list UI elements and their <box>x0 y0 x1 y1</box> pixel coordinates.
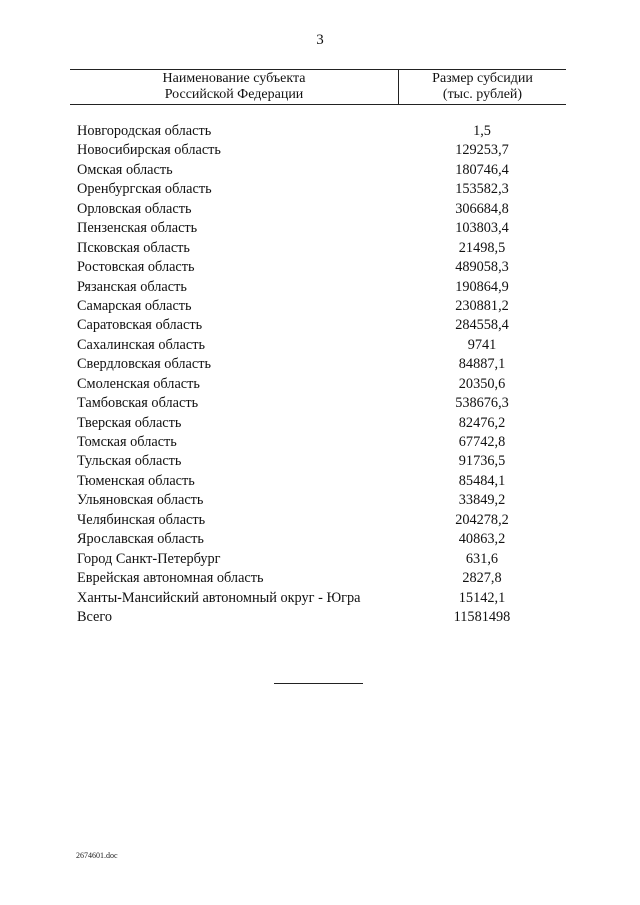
subsidy-amount: 2827,8 <box>462 570 502 587</box>
subsidy-amount: 85484,1 <box>458 472 506 489</box>
table-row <box>77 122 557 141</box>
region-name: Тюменская область <box>77 472 195 489</box>
table-row <box>77 414 557 433</box>
subsidy-amount: 33849,2 <box>458 492 506 509</box>
table-row <box>77 491 557 510</box>
subsidy-amount: 306684,8 <box>455 200 509 217</box>
table-row <box>77 433 557 452</box>
region-name: Тульская область <box>77 453 182 470</box>
region-name: Омская область <box>77 161 173 178</box>
region-name: Ростовская область <box>77 259 195 276</box>
subsidy-amount: 631,6 <box>465 550 499 567</box>
table-row <box>77 141 557 160</box>
table-row <box>77 589 557 608</box>
table-row <box>77 239 557 258</box>
subsidy-amount: 538676,3 <box>455 395 509 412</box>
column-header-region <box>70 70 398 105</box>
region-name: Саратовская область <box>77 317 203 334</box>
table-row <box>77 530 557 549</box>
table-row <box>77 569 557 588</box>
table-row <box>77 511 557 530</box>
document-file-id: 2674601.doc <box>76 851 118 860</box>
region-name: Смоленская область <box>77 375 200 392</box>
region-name: Ульяновская область <box>77 492 204 509</box>
region-name: Сахалинская область <box>77 336 205 353</box>
region-name: Пензенская область <box>77 220 198 237</box>
column-header-region-line1: Наименование субъекта <box>162 71 306 86</box>
table-row <box>77 180 557 199</box>
subsidy-amount: 489058,3 <box>455 259 509 276</box>
subsidy-amount: 153582,3 <box>455 181 509 198</box>
table-row <box>77 336 557 355</box>
table-body <box>77 122 557 627</box>
end-separator-line <box>274 683 363 684</box>
subsidy-amount: 91736,5 <box>458 453 506 470</box>
column-header-region-line2: Российской Федерации <box>164 87 304 102</box>
table-row-total <box>77 608 557 627</box>
subsidy-amount: 190864,9 <box>455 278 509 295</box>
subsidy-amount: 230881,2 <box>455 297 509 314</box>
region-name: Рязанская область <box>77 278 187 295</box>
page-number: 3 <box>316 32 324 48</box>
region-name: Орловская область <box>77 200 192 217</box>
region-name: Тамбовская область <box>77 395 199 412</box>
table-row <box>77 200 557 219</box>
table-row <box>77 278 557 297</box>
total-label: Всего <box>77 608 113 625</box>
region-name: Тверская область <box>77 414 182 431</box>
region-name: Ханты-Мансийский автономный округ - Югра <box>77 589 361 606</box>
column-header-amount <box>399 70 566 105</box>
table-row <box>77 394 557 413</box>
table-row <box>77 452 557 471</box>
subsidy-amount: 40863,2 <box>458 531 506 548</box>
subsidy-amount: 103803,4 <box>455 220 509 237</box>
column-header-amount-line1: Размер субсидии <box>432 71 533 86</box>
subsidy-amount: 82476,2 <box>458 414 506 431</box>
subsidy-amount: 9741 <box>467 336 497 353</box>
region-name: Челябинская область <box>77 511 206 528</box>
table-row <box>77 472 557 491</box>
subsidy-amount: 15142,1 <box>458 589 506 606</box>
subsidy-amount: 129253,7 <box>455 142 509 159</box>
subsidy-amount: 180746,4 <box>455 161 509 178</box>
subsidy-amount: 20350,6 <box>458 375 506 392</box>
region-name: Самарская область <box>77 297 192 314</box>
subsidy-amount: 1,5 <box>473 123 491 139</box>
table-row <box>77 316 557 335</box>
region-name: Свердловская область <box>77 356 211 373</box>
table-row <box>77 258 557 277</box>
subsidy-amount: 84887,1 <box>458 356 506 373</box>
subsidy-amount: 204278,2 <box>455 511 509 528</box>
region-name: Новгородская область <box>77 123 212 139</box>
table-header <box>70 69 566 105</box>
table-row <box>77 219 557 238</box>
table-row <box>77 550 557 569</box>
table-row <box>77 297 557 316</box>
region-name: Ярославская область <box>77 531 204 548</box>
column-header-amount-line2: (тыс. рублей) <box>442 87 523 102</box>
table-row <box>77 355 557 374</box>
region-name: Оренбургская область <box>77 181 212 198</box>
table-row <box>77 161 557 180</box>
subsidy-amount: 67742,8 <box>458 434 506 450</box>
region-name: Псковская область <box>77 239 190 256</box>
region-name: Город Санкт-Петербург <box>77 550 221 567</box>
region-name: Томская область <box>77 434 177 450</box>
table-row <box>77 375 557 394</box>
subsidy-amount: 284558,4 <box>455 317 509 334</box>
subsidy-amount: 21498,5 <box>458 239 506 256</box>
region-name: Еврейская автономная область <box>77 570 264 587</box>
region-name: Новосибирская область <box>77 142 221 159</box>
total-amount: 11581498 <box>453 608 511 625</box>
